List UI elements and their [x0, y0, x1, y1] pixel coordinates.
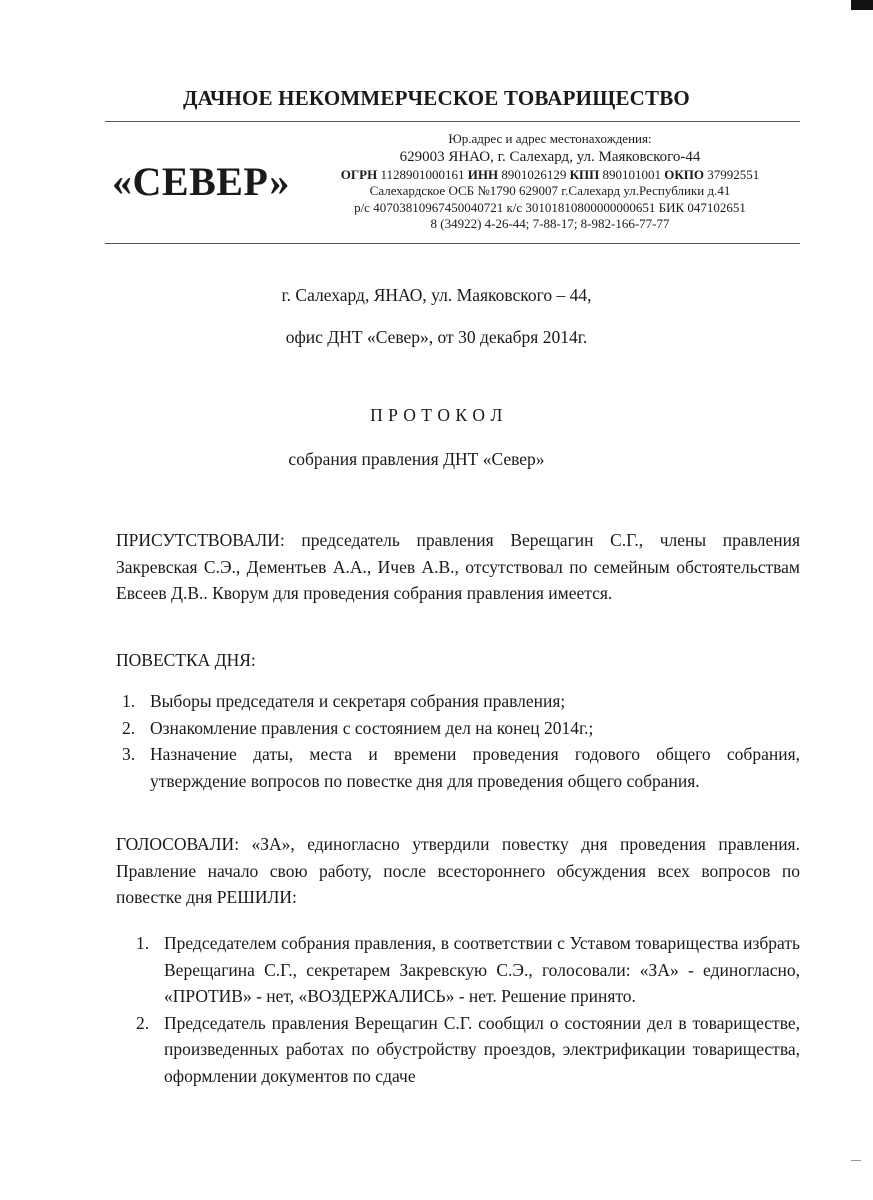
place-line-1: г. Салехард, ЯНАО, ул. Маяковского – 44,: [281, 285, 592, 305]
agenda-item: [122, 741, 800, 794]
ogrn-value: 1128901000161: [380, 166, 465, 182]
header-rule-top: [105, 121, 800, 122]
header-rule-bottom: [105, 243, 800, 244]
agenda-item-text: Выборы председателя и секретаря собрания правления;: [150, 691, 566, 711]
kpp-label: КПП: [569, 166, 600, 182]
decision-item-text: Председатель правления Верещагин С.Г. сообщил о состоянии дел в товариществе, произведенных работах по обустройству проездов, электрификации товарищества, оформлении документов по сдаче: [164, 1012, 800, 1086]
present-paragraph: ПРИСУТСТВОВАЛИ: председатель правления Верещагин С.Г., члены правления Закревская С.Э., Дементьев А.А., Ичев А.В., отсутствовал по семейным обстоятельствам Евсеев Д.В.. Кворум для проведения собрания правления имеется.: [116, 530, 800, 603]
inn-value: 8901026129: [501, 166, 567, 182]
scan-corner-mark: [851, 0, 873, 10]
organization-logo: «СЕВЕР»: [112, 159, 290, 204]
decision-item-number: 2.: [136, 1012, 150, 1033]
okpo-value: 37992551: [707, 166, 760, 182]
protocol-title: П Р О Т О К О Л: [370, 405, 503, 425]
okpo-label: ОКПО: [664, 166, 704, 182]
place-line-2: офис ДНТ «Север», от 30 декабря 2014г.: [285, 327, 588, 347]
kpp-value: 890101001: [602, 166, 661, 182]
decision-item: [136, 930, 800, 1010]
organization-title: ДАЧНОЕ НЕКОММЕРЧЕСКОЕ ТОВАРИЩЕСТВО: [183, 86, 690, 110]
bank-details: Салехардское ОСБ №1790 629007 г.Салехард ул.Республики д.41: [369, 183, 731, 199]
agenda-item-number: 1.: [122, 691, 136, 711]
ogrn-label: ОГРН: [340, 166, 378, 182]
agenda-item-number: 3.: [122, 744, 136, 764]
scan-artifact-mark: [851, 1160, 861, 1165]
address-label: Юр.адрес и адрес местонахождения:: [448, 131, 652, 146]
agenda-item: [122, 715, 800, 742]
requisites-block: [300, 131, 800, 233]
decision-item-text: Председателем собрания правления, в соответствии с Уставом товарищества избрать Верещагина С.Г., секретарем Закревскую С.Э., голосовали: «ЗА» - единогласно, «ПРОТИВ» - нет, «ВОЗДЕРЖАЛИСЬ» - нет. Решение принято.: [164, 933, 800, 1006]
decision-item-number: 1.: [136, 933, 150, 953]
phone-numbers: 8 (34922) 4-26-44; 7-88-17; 8-982-166-77-77: [430, 216, 670, 232]
agenda-item-text: Ознакомление правления с состоянием дел на конец 2014г.;: [150, 717, 594, 738]
protocol-subtitle: собрания правления ДНТ «Север»: [288, 449, 545, 469]
address: 629003 ЯНАО, г. Салехард, ул. Маяковского-44: [399, 148, 701, 165]
registration-codes: [300, 167, 800, 184]
agenda-item: [122, 688, 800, 715]
decision-item: [136, 1010, 800, 1090]
agenda-item-text: Назначение даты, места и времени проведения годового общего собрания, утверждение вопросов по повестке дня для проведения общего собрания.: [150, 744, 800, 791]
bank-accounts: р/с 40703810967450040721 к/с 30101810800000000651 БИК 047102651: [354, 199, 746, 215]
agenda-item-number: 2.: [122, 717, 136, 738]
agenda-list: [122, 688, 800, 794]
decisions-list: [136, 930, 800, 1089]
agenda-heading: ПОВЕСТКА ДНЯ:: [116, 650, 256, 670]
voting-paragraph: ГОЛОСОВАЛИ: «ЗА», единогласно утвердили повестку дня проведения правления. Правление начало свою работу, после всестороннего обсуждения всех вопросов по повестке дня РЕШИЛИ:: [116, 834, 800, 907]
inn-label: ИНН: [467, 166, 499, 182]
